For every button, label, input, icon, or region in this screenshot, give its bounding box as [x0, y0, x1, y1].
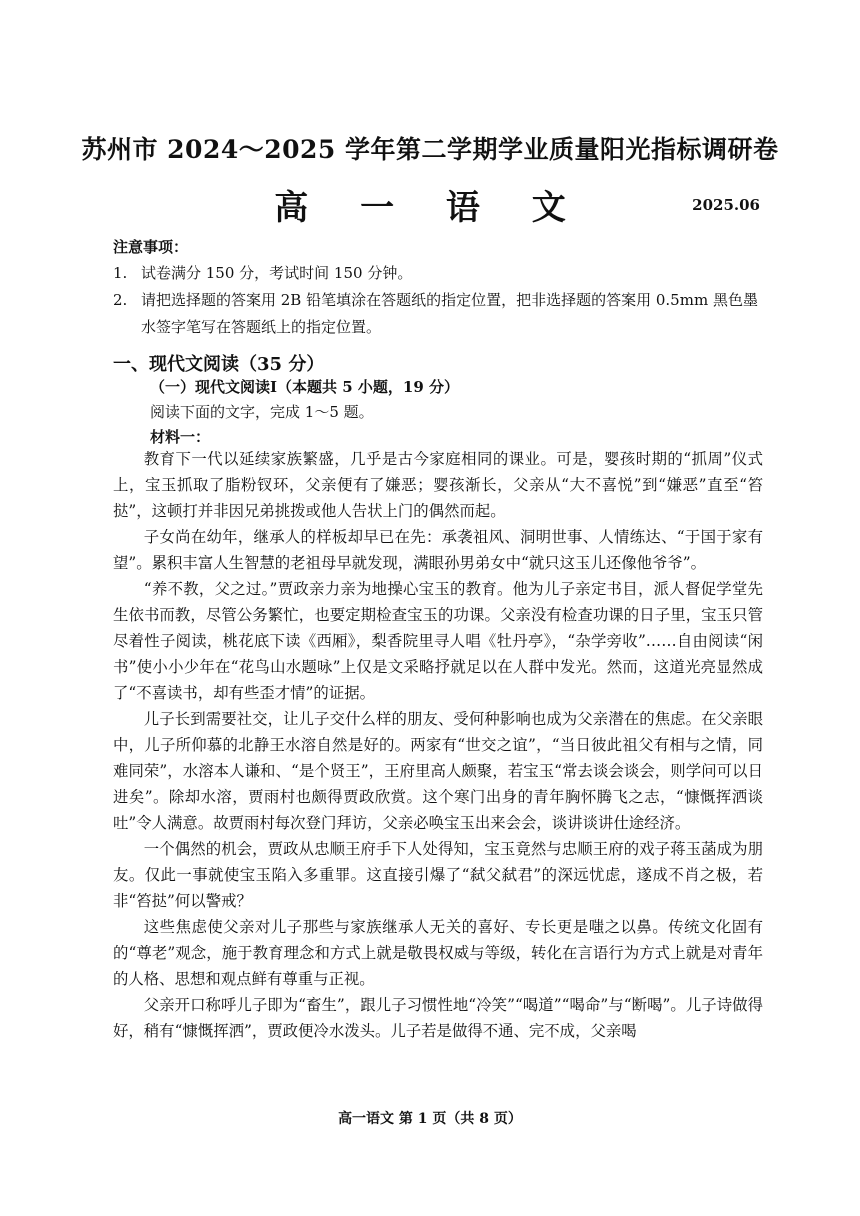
notice-item-text: 试卷满分 150 分，考试时间 150 分钟。 [141, 264, 413, 282]
passage-paragraph: 一个偶然的机会，贾政从忠顺王府手下人处得知，宝玉竟然与忠顺王府的戏子蒋玉菡成为朋友。仅此一事就使宝玉陷入多重罪。这直接引爆了“弑父弑君”的深远忧虑，遂成不肖之极，若非“笞挞”何以警戒？ [113, 840, 763, 910]
notice-item-number: 1. [113, 264, 128, 282]
notice-item-number: 2. [113, 291, 128, 309]
notice-item-text: 请把选择题的答案用 2B 铅笔填涂在答题纸的指定位置，把非选择题的答案用 0.5mm 黑色墨水签字笔写在答题纸上的指定位置。 [141, 291, 758, 336]
page-footer: 高一语文 第 1 页（共 8 页） [338, 1111, 522, 1127]
passage-paragraph: “养不教，父之过。”贾政亲力亲为地操心宝玉的教育。他为儿子亲定书目，派人督促学堂先生依书而教，尽管公务繁忙，也要定期检查宝玉的功课。父亲没有检查功课的日子里，宝玉只管尽着性子阅读，桃花底下读《西厢》，梨香院里寻人唱《牡丹亭》，“杂学旁收”……自由阅读“闲书”使小小少年在“花鸟山水题咏”上仅是文采略抒就足以在人群中发光。然而，这道光亮显然成了“不喜读书，却有些歪才情”的证据。 [113, 580, 763, 702]
passage-paragraph: 儿子长到需要社交，让儿子交什么样的朋友、受何种影响也成为父亲潜在的焦虑。在父亲眼中，儿子所仰慕的北静王水溶自然是好的。两家有“世交之谊”，“当日彼此祖父有相与之情，同难同荣”，水溶本人谦和、“是个贤王”，王府里高人颇聚，若宝玉“常去谈会谈会，则学问可以日进矣”。除却水溶，贾雨村也颇得贾政欣赏。这个寒门出身的青年胸怀腾飞之志，“慷慨挥洒谈吐”令人满意。故贾雨村每次登门拜访，父亲必唤宝玉出来会会，谈讲谈讲仕途经济。 [113, 710, 763, 832]
notice-item [113, 260, 763, 287]
material-label: 材料一： [150, 428, 211, 446]
exam-date: 2025.06 [692, 196, 760, 214]
exam-title: 苏州市 2024～2025 学年第二学期学业质量阳光指标调研卷 [81, 135, 779, 164]
notice-item [113, 287, 763, 341]
notice-list [113, 260, 763, 341]
section-heading: 一、现代文阅读（35 分） [113, 354, 325, 375]
passage-body [113, 446, 763, 1044]
passage-paragraph: 子女尚在幼年，继承人的样板却早已在先：承袭祖风、洞明世事、人情练达、“于国于家有望”。累积丰富人生智慧的老祖母早就发现，满眼孙男弟女中“就只这玉儿还像他爷爷”。 [113, 528, 763, 572]
notice-heading: 注意事项： [113, 238, 189, 256]
passage-paragraph: 父亲开口称呼儿子即为“畜生”，跟儿子习惯性地“冷笑”“喝道”“喝命”与“断喝”。儿子诗做得好，稍有“慷慨挥洒”，贾政便冷水泼头。儿子若是做得不通、完不成，父亲喝 [113, 996, 763, 1040]
passage-paragraph: 这些焦虑使父亲对儿子那些与家族继承人无关的喜好、专长更是嗤之以鼻。传统文化固有的“尊老”观念，施于教育理念和方式上就是敬畏权威与等级，转化在言语行为方式上就是对青年的人格、思想和观点鲜有尊重与正视。 [113, 918, 763, 988]
reading-instruction: 阅读下面的文字，完成 1～5 题。 [150, 403, 374, 421]
subsection-heading: （一）现代文阅读Ⅰ（本题共 5 小题，19 分） [150, 378, 459, 396]
subject-title: 高 一 语 文 [274, 188, 586, 228]
passage-paragraph: 教育下一代以延续家族繁盛，几乎是古今家庭相同的课业。可是，婴孩时期的“抓周”仪式上，宝玉抓取了脂粉钗环，父亲便有了嫌恶；婴孩渐长，父亲从“大不喜悦”到“嫌恶”直至“笞挞”，这顿打并非因兄弟挑拨或他人告状上门的偶然而起。 [113, 450, 763, 520]
